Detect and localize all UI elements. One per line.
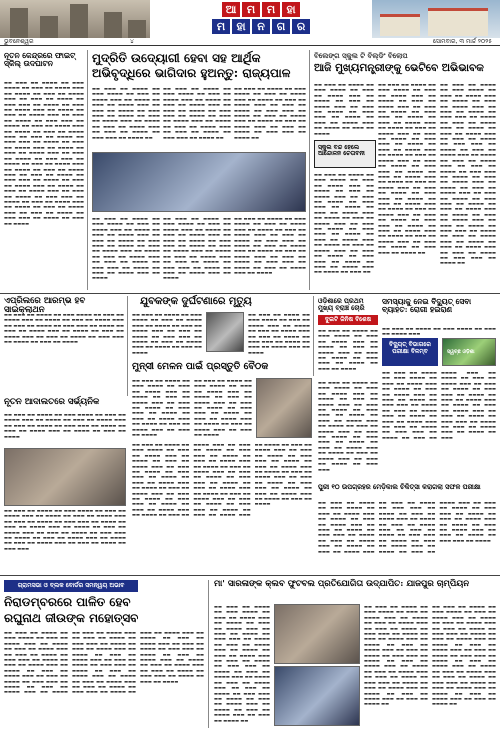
meeting-body-1: ▬▬ ▬▬▬ ▬▬ ▬▬▬▬ ▬▬ ▬▬▬ ▬▬▬▬ ▬▬ ▬▬▬ ▬▬ ▬▬▬▬ ▬▬▬ ▬▬ ▬▬▬▬ ▬▬ ▬▬▬ ▬▬ ▬▬▬▬ ▬▬▬ ▬▬ ▬▬▬ ▬▬ ▬▬▬▬ ▬▬ ▬▬▬ ▬▬▬ ▬▬ ▬▬▬▬ ▬▬ ▬▬▬ ▬▬ ▬▬▬▬ ▬▬▬ ▬▬ ▬▬▬▬ ▬▬ ▬▬▬ ▬▬ ▬▬▬▬ ▬▬▬ ▬▬ ▬▬▬ ▬▬ ▬▬▬▬ bbox=[132, 378, 190, 438]
football-body-3: ▬▬ ▬▬▬ ▬▬ ▬▬▬▬ ▬▬ ▬▬▬ ▬▬▬▬ ▬▬ ▬▬▬ ▬▬ ▬▬▬▬ ▬▬▬ ▬▬ ▬▬▬▬ ▬▬ ▬▬▬ ▬▬ ▬▬▬▬ ▬▬▬ ▬▬ ▬▬▬ ▬▬ ▬▬▬▬ ▬▬ ▬▬▬ ▬▬▬ ▬▬ ▬▬▬▬ ▬▬ ▬▬▬ ▬▬ ▬▬▬▬ ▬▬▬ ▬▬ ▬▬▬▬ ▬▬ ▬▬▬ ▬▬ ▬▬▬▬ ▬▬▬ ▬▬ ▬▬▬ ▬▬ ▬▬▬▬ ▬▬ ▬▬▬ ▬▬▬ ▬▬ ▬▬▬▬ ▬▬ ▬▬▬ ▬▬ ▬▬▬▬ ▬▬▬ ▬▬ ▬▬▬▬ ▬▬ ▬▬▬ ▬▬ ▬▬▬▬ ▬▬▬ ▬▬ ▬▬▬ ▬▬ ▬▬▬▬ ▬▬ ▬▬▬ ▬▬▬ ▬▬ ▬▬▬▬ ▬▬ ▬▬▬ ▬▬ ▬▬▬▬ ▬▬▬ ▬▬ ▬▬▬▬ ▬▬ ▬▬▬ ▬▬ ▬▬▬▬ ▬▬▬ ▬▬ ▬▬▬ ▬▬ ▬▬▬▬ ▬▬ bbox=[432, 604, 496, 707]
temple-banner-image bbox=[0, 0, 150, 38]
football-trophy-photo bbox=[274, 604, 360, 664]
meeting-photo bbox=[256, 378, 312, 438]
dateline: ସୋମବାର, ୩ ମାର୍ଚ୍ଚ ୨୦୨୫ bbox=[432, 38, 492, 45]
right-highlight-box bbox=[314, 140, 376, 168]
meeting-body-2: ▬▬ ▬▬▬ ▬▬ ▬▬▬▬ ▬▬ ▬▬▬ ▬▬▬▬ ▬▬ ▬▬▬ ▬▬ ▬▬▬▬ ▬▬▬ ▬▬ ▬▬▬▬ ▬▬ ▬▬▬ ▬▬ ▬▬▬▬ ▬▬▬ ▬▬ ▬▬▬ ▬▬ ▬▬▬▬ ▬▬ ▬▬▬ ▬▬▬ ▬▬ ▬▬▬▬ ▬▬ ▬▬▬ ▬▬ ▬▬▬▬ ▬▬▬ ▬▬ ▬▬▬▬ ▬▬ ▬▬▬ ▬▬ ▬▬▬▬ ▬▬▬ ▬▬ ▬▬▬ ▬▬ ▬▬▬▬ bbox=[194, 378, 252, 438]
road-accident-headline: ଯୁବକଙ୍କ ଦୁର୍ଘଟଣାରେ ମୃତ୍ୟୁ bbox=[140, 296, 252, 307]
meeting-headline: ମୁନ୍ସୀ ମେଳନ ପାଇଁ ପ୍ରସ୍ତୁତି ବୈଠକ bbox=[132, 361, 269, 372]
new-court-headline: ନୂତନ ଆଦାଲତରେ ସର୍ଭ୍ୟନିକ bbox=[4, 397, 100, 407]
lead-body-col-2: ▬▬ ▬▬▬ ▬▬ ▬▬▬▬ ▬▬ ▬▬▬ ▬▬▬▬ ▬▬ ▬▬▬ ▬▬ ▬▬▬▬ ▬▬▬ ▬▬ ▬▬▬▬ ▬▬ ▬▬▬ ▬▬ ▬▬▬▬ ▬▬▬ ▬▬ ▬▬▬ ▬▬ ▬▬▬▬ ▬▬ ▬▬▬ ▬▬▬ ▬▬ ▬▬▬▬ ▬▬ ▬▬▬ ▬▬ ▬▬▬▬ ▬▬▬ ▬▬ ▬▬▬▬ ▬▬ ▬▬▬ ▬▬ ▬▬▬▬ ▬▬▬ ▬▬ ▬▬▬ ▬▬ ▬▬▬▬ ▬▬ ▬▬▬ ▬▬▬ ▬▬ ▬▬▬▬ ▬▬ bbox=[163, 86, 231, 140]
masthead bbox=[0, 0, 500, 46]
hospital-inset-label: ବିଦ୍ୟୁତ୍ ବିଭାଗରେ ପରୀକ୍ଷା ବିଳମ୍ବ bbox=[382, 338, 438, 366]
stat-headline: ଓଡ଼ିଶାରେ ପ୍ରଥମ ମୁଖ୍ୟ ବ୍ରାଞ୍ଚ ଚୋରି bbox=[318, 297, 365, 312]
football-body-2: ▬▬ ▬▬▬ ▬▬ ▬▬▬▬ ▬▬ ▬▬▬ ▬▬▬▬ ▬▬ ▬▬▬ ▬▬ ▬▬▬▬ ▬▬▬ ▬▬ ▬▬▬▬ ▬▬ ▬▬▬ ▬▬ ▬▬▬▬ ▬▬▬ ▬▬ ▬▬▬ ▬▬ ▬▬▬▬ ▬▬ ▬▬▬ ▬▬▬ ▬▬ ▬▬▬▬ ▬▬ ▬▬▬ ▬▬ ▬▬▬▬ ▬▬▬ ▬▬ ▬▬▬▬ ▬▬ ▬▬▬ ▬▬ ▬▬▬▬ ▬▬▬ ▬▬ ▬▬▬ ▬▬ ▬▬▬▬ ▬▬ ▬▬▬ ▬▬▬ ▬▬ ▬▬▬▬ ▬▬ ▬▬▬ ▬▬ ▬▬▬▬ ▬▬▬ ▬▬ ▬▬▬▬ ▬▬ ▬▬▬ ▬▬ ▬▬▬▬ ▬▬▬ ▬▬ ▬▬▬ ▬▬ ▬▬▬▬ ▬▬ ▬▬▬ ▬▬▬ ▬▬ ▬▬▬▬ ▬▬ ▬▬▬ ▬▬ ▬▬▬▬ ▬▬▬ ▬▬ ▬▬▬▬ ▬▬ ▬▬▬ ▬▬ ▬▬▬▬ ▬▬▬ ▬▬ ▬▬▬ ▬▬ ▬▬▬▬ ▬▬ bbox=[364, 604, 428, 707]
governor-event-photo bbox=[92, 152, 306, 212]
top-left-body-text: ▬▬ ▬▬▬ ▬▬ ▬▬▬▬ ▬▬ ▬▬▬ ▬▬▬▬ ▬▬ ▬▬▬ ▬▬ ▬▬▬▬ ▬▬▬ ▬▬ ▬▬▬▬ ▬▬ ▬▬▬ ▬▬ ▬▬▬▬ ▬▬▬ ▬▬ ▬▬▬ ▬▬ ▬▬▬▬ ▬▬ ▬▬▬ ▬▬▬ ▬▬ ▬▬▬▬ ▬▬ ▬▬▬ ▬▬ ▬▬▬▬ ▬▬▬ ▬▬ ▬▬▬▬ ▬▬ ▬▬▬ ▬▬ ▬▬▬▬ ▬▬▬ ▬▬ ▬▬▬ ▬▬ ▬▬▬▬ ▬▬ ▬▬▬ ▬▬▬ ▬▬ ▬▬▬▬ ▬▬ ▬▬▬ ▬▬ ▬▬▬▬ ▬▬▬ ▬▬ ▬▬▬▬ ▬▬ ▬▬▬ ▬▬ ▬▬▬▬ ▬▬▬ ▬▬ ▬▬▬ ▬▬ ▬▬▬▬ ▬▬ ▬▬▬ ▬▬▬ ▬▬ ▬▬▬▬ ▬▬ ▬▬▬ ▬▬ ▬▬▬▬ ▬▬▬ ▬▬ ▬▬▬▬ ▬▬ ▬▬▬ ▬▬ ▬▬▬▬ ▬▬▬ ▬▬ ▬▬▬ ▬▬ ▬▬▬▬ ▬▬ ▬▬▬ ▬▬▬ ▬▬ ▬▬▬▬ ▬▬ ▬▬▬ ▬▬ ▬▬▬▬ ▬▬▬ ▬▬ ▬▬▬▬ ▬▬ ▬▬▬ ▬▬ ▬▬▬▬ ▬▬▬ ▬▬ ▬▬▬ ▬▬ ▬▬▬▬ ▬▬ ▬▬▬ ▬▬▬ ▬▬ ▬▬▬▬ ▬▬ ▬▬▬ ▬▬ ▬▬▬▬ ▬▬▬ ▬▬ ▬▬▬▬ ▬▬ ▬▬▬ ▬▬ ▬▬▬▬ ▬▬▬ ▬▬ ▬▬▬ ▬▬ ▬▬▬▬ ▬▬ ▬▬▬ ▬▬▬ ▬▬ ▬▬▬▬ ▬▬ ▬▬▬ ▬▬ ▬▬▬▬ ▬▬▬ ▬▬ ▬▬▬▬ ▬▬ ▬▬▬ ▬▬ ▬▬▬▬ ▬▬▬ ▬▬ ▬▬▬ ▬▬ ▬▬▬▬ ▬▬ ▬▬▬ ▬▬▬ ▬▬ ▬▬▬▬ ▬▬ ▬▬▬ ▬▬ ▬▬▬▬ bbox=[4, 80, 84, 226]
medical-headline: ପୁରୀ ୧୦ ଉପଗ୍ରହର ମେଡ଼ିକାଲ ଚିକିତ୍ସା କରାଗଲା ସଫଳ ପରୀକ୍ଷା bbox=[318, 483, 481, 491]
lead-headline-line-1: ମୁଦ୍ରିତି ଉଦ୍ୟୋଗୀ ହେବା ସହ ଆର୍ଥିକ bbox=[92, 51, 261, 65]
right-headline: ଆଜି ମୁଖ୍ୟମନ୍ତ୍ରୀଙ୍କୁ ଭେଟିବେ ଅଭିଭାବକ bbox=[314, 62, 484, 74]
edition-label: ଭୁବନେଶ୍ୱର bbox=[4, 38, 34, 45]
right-body-col-3: ▬▬ ▬▬▬ ▬▬ ▬▬▬▬ ▬▬ ▬▬▬ ▬▬▬▬ ▬▬ ▬▬▬ ▬▬ ▬▬▬▬ ▬▬▬ ▬▬ ▬▬▬▬ ▬▬ ▬▬▬ ▬▬ ▬▬▬▬ ▬▬▬ ▬▬ ▬▬▬ ▬▬ ▬▬▬▬ ▬▬ ▬▬▬ ▬▬▬ ▬▬ ▬▬▬▬ ▬▬ ▬▬▬ ▬▬ ▬▬▬▬ ▬▬▬ ▬▬ ▬▬▬▬ ▬▬ ▬▬▬ ▬▬ ▬▬▬▬ ▬▬▬ ▬▬ ▬▬▬ ▬▬ ▬▬▬▬ ▬▬ ▬▬▬ ▬▬▬ ▬▬ ▬▬▬▬ ▬▬ ▬▬▬ ▬▬ ▬▬▬▬ ▬▬▬ ▬▬ ▬▬▬▬ ▬▬ ▬▬▬ ▬▬ ▬▬▬▬ ▬▬▬ ▬▬ ▬▬▬ ▬▬ ▬▬▬▬ ▬▬ ▬▬▬ ▬▬▬ ▬▬ ▬▬▬▬ ▬▬ ▬▬▬ ▬▬ ▬▬▬▬ ▬▬▬ ▬▬ ▬▬▬▬ ▬▬ ▬▬▬ ▬▬ ▬▬▬▬ ▬▬▬ ▬▬ ▬▬▬ ▬▬ ▬▬▬▬ ▬▬ ▬▬▬ ▬▬▬ ▬▬ ▬▬▬▬ ▬▬ ▬▬▬ ▬▬ ▬▬▬▬ ▬▬▬ ▬▬ ▬▬▬▬ ▬▬ ▬▬▬ ▬▬ ▬▬▬▬ ▬▬▬ ▬▬ ▬▬▬ ▬▬ ▬▬▬▬ ▬▬ ▬▬▬ ▬▬▬ ▬▬ ▬▬▬▬ ▬▬ ▬▬▬ ▬▬ ▬▬▬▬ ▬▬▬ ▬▬ ▬▬▬▬ ▬▬ ▬▬▬ ▬▬ ▬▬▬▬ ▬▬▬ ▬▬ ▬▬▬ ▬▬ ▬▬▬▬ ▬▬ ▬▬▬ ▬▬▬ ▬▬ ▬▬▬▬ ▬▬ bbox=[440, 82, 496, 266]
hospital-headline: ସମସ୍ୟାକୁ ନେଇ ବିଦ୍ୟୁତ୍ ସେବା ବ୍ୟାହତ: ରୋଗୀ ହଇରାଣ bbox=[382, 297, 472, 314]
swachh-odisha-ad bbox=[442, 338, 496, 366]
bottom-kicker-banner: ଗ୍ରାମସଭା ଓ ବ୍ଲକ ବୋର୍ଡର ସମନ୍ୱୟ ଅଭାବ bbox=[4, 580, 138, 592]
football-team-photo bbox=[274, 666, 360, 726]
court-inauguration-photo bbox=[4, 448, 126, 506]
newspaper-logo: ଆ ମ ମ ହା ମ ହା ନ ଗ ର bbox=[152, 2, 370, 36]
cyclathon-body-text: ▬▬ ▬▬▬ ▬▬ ▬▬▬▬ ▬▬ ▬▬▬ ▬▬▬▬ ▬▬ ▬▬▬ ▬▬ ▬▬▬▬ ▬▬▬ ▬▬ ▬▬▬▬ ▬▬ ▬▬▬ ▬▬ ▬▬▬▬ ▬▬▬ ▬▬ ▬▬▬ ▬▬ ▬▬▬▬ ▬▬ ▬▬▬ ▬▬▬ ▬▬ ▬▬▬▬ ▬▬ ▬▬▬ ▬▬ ▬▬▬▬ ▬▬▬ ▬▬ ▬▬▬▬ ▬▬ ▬▬▬ ▬▬ ▬▬▬▬ ▬▬▬ ▬▬ ▬▬▬ ▬▬ ▬▬▬▬ ▬▬ ▬▬▬ ▬▬▬ ▬▬ ▬▬▬▬ ▬▬ ▬▬▬ ▬▬ ▬▬▬▬ bbox=[4, 312, 124, 345]
secretariat-banner-image bbox=[372, 0, 500, 38]
lead-headline-line-2: ଅଭିବୃଦ୍ଧିରେ ଭାଗିଦାର ହୁଅନ୍ତୁ: ରାଜ୍ୟପାଳ bbox=[92, 66, 291, 80]
stat-continued-body: ▬▬ ▬▬▬ ▬▬ ▬▬▬▬ ▬▬ ▬▬▬ ▬▬▬▬ ▬▬ ▬▬▬ ▬▬ ▬▬▬▬ ▬▬▬ ▬▬ ▬▬▬▬ ▬▬ ▬▬▬ ▬▬ ▬▬▬▬ ▬▬▬ ▬▬ ▬▬▬ ▬▬ ▬▬▬▬ ▬▬ ▬▬▬ ▬▬▬ ▬▬ ▬▬▬▬ ▬▬ ▬▬▬ ▬▬ ▬▬▬▬ ▬▬▬ ▬▬ ▬▬▬▬ ▬▬ ▬▬▬ ▬▬ ▬▬▬▬ ▬▬▬ ▬▬ ▬▬▬ ▬▬ ▬▬▬▬ ▬▬ ▬▬▬ ▬▬▬ ▬▬ ▬▬▬▬ ▬▬ ▬▬▬ ▬▬ ▬▬▬▬ ▬▬▬ ▬▬ ▬▬▬▬ ▬▬ ▬▬▬ ▬▬ ▬▬▬▬ ▬▬▬ ▬▬ ▬▬▬ ▬▬ ▬▬▬▬ ▬▬ ▬▬▬ ▬▬▬ bbox=[318, 380, 378, 472]
road-accident-body-1: ▬▬ ▬▬▬ ▬▬ ▬▬▬▬ ▬▬ ▬▬▬ ▬▬▬▬ ▬▬ ▬▬▬ ▬▬ ▬▬▬▬ ▬▬▬ ▬▬ ▬▬▬▬ ▬▬ ▬▬▬ ▬▬ ▬▬▬▬ ▬▬▬ ▬▬ ▬▬▬ ▬▬ ▬▬▬▬ ▬▬ ▬▬▬ ▬▬▬ ▬▬ ▬▬▬▬ ▬▬ ▬▬▬ ▬▬ ▬▬▬▬ ▬▬▬ ▬▬ ▬▬▬▬ ▬▬ ▬▬▬ ▬▬ ▬▬▬▬ bbox=[132, 312, 202, 355]
right-kicker: ବିଲେଙ୍ଗ ସ୍କୁଲ ଟି ବିଲ୍ଡିଂ ବିଲୋପ bbox=[314, 51, 408, 60]
cyclathon-headline: ଏପ୍ରିଲରେ ଆରମ୍ଭ ହବ ସାଇକ୍ଲାଥନ bbox=[4, 296, 86, 315]
top-left-headline: ନୂତନ କେନ୍ଦ୍ରରେ ଫାଇଟ୍ ସ୍କିଲ୍ ଉଦଘାଟନ bbox=[4, 51, 76, 68]
meeting-continued-body: ▬▬ ▬▬▬ ▬▬ ▬▬▬▬ ▬▬ ▬▬▬ ▬▬▬▬ ▬▬ ▬▬▬ ▬▬ ▬▬▬▬ ▬▬▬ ▬▬ ▬▬▬▬ ▬▬ ▬▬▬ ▬▬ ▬▬▬▬ ▬▬▬ ▬▬ ▬▬▬ ▬▬ ▬▬▬▬ ▬▬ ▬▬▬ ▬▬▬ ▬▬ ▬▬▬▬ ▬▬ ▬▬▬ ▬▬ ▬▬▬▬ ▬▬▬ ▬▬ ▬▬▬▬ ▬▬ ▬▬▬ ▬▬ ▬▬▬▬ ▬▬▬ ▬▬ ▬▬▬ ▬▬ ▬▬▬▬ ▬▬ ▬▬▬ ▬▬▬ ▬▬ ▬▬▬▬ ▬▬ ▬▬▬ ▬▬ ▬▬▬▬ ▬▬▬ ▬▬ ▬▬▬▬ ▬▬ ▬▬▬ ▬▬ ▬▬▬▬ ▬▬▬ ▬▬ ▬▬▬ ▬▬ ▬▬▬▬ ▬▬ ▬▬▬ ▬▬▬ ▬▬ ▬▬▬▬ ▬▬ ▬▬▬ ▬▬ ▬▬▬▬ ▬▬▬ ▬▬ ▬▬▬▬ ▬▬ ▬▬▬ ▬▬ ▬▬▬▬ ▬▬▬ ▬▬ ▬▬▬ ▬▬ ▬▬▬▬ ▬▬ ▬▬▬ ▬▬▬ ▬▬ ▬▬▬▬ ▬▬ ▬▬▬ ▬▬ ▬▬▬▬ ▬▬▬ ▬▬ ▬▬▬▬ ▬▬ ▬▬▬ ▬▬ ▬▬▬▬ ▬▬▬ ▬▬ ▬▬▬ ▬▬ ▬▬▬▬ ▬▬ ▬▬▬ ▬▬▬ ▬▬ ▬▬▬▬ ▬▬ ▬▬▬ ▬▬ ▬▬▬▬ ▬▬▬ ▬▬ ▬▬▬▬ ▬▬ ▬▬▬ ▬▬ ▬▬▬▬ ▬▬▬ ▬▬ ▬▬▬ ▬▬ ▬▬▬▬ ▬▬ ▬▬▬ ▬▬▬ ▬▬ ▬▬▬▬ ▬▬ ▬▬▬ ▬▬ ▬▬▬▬ ▬▬▬ ▬▬ ▬▬▬▬ ▬▬ ▬▬▬ ▬▬ ▬▬▬▬ ▬▬▬ ▬▬ ▬▬▬ ▬▬ ▬▬▬▬ ▬▬ ▬▬▬ ▬▬▬ ▬▬ ▬▬▬▬ ▬▬ ▬▬▬ ▬▬ ▬▬▬▬ ▬▬▬ ▬▬ ▬▬▬▬ ▬▬ ▬▬▬ ▬▬ ▬▬▬▬ bbox=[132, 442, 312, 518]
right-body-col-2: ▬▬ ▬▬▬ ▬▬ ▬▬▬▬ ▬▬ ▬▬▬ ▬▬▬▬ ▬▬ ▬▬▬ ▬▬ ▬▬▬▬ ▬▬▬ ▬▬ ▬▬▬▬ ▬▬ ▬▬▬ ▬▬ ▬▬▬▬ ▬▬▬ ▬▬ ▬▬▬ ▬▬ ▬▬▬▬ ▬▬ ▬▬▬ ▬▬▬ ▬▬ ▬▬▬▬ ▬▬ ▬▬▬ ▬▬ ▬▬▬▬ ▬▬▬ ▬▬ ▬▬▬▬ ▬▬ ▬▬▬ ▬▬ ▬▬▬▬ ▬▬▬ ▬▬ ▬▬▬ ▬▬ ▬▬▬▬ ▬▬ ▬▬▬ ▬▬▬ ▬▬ ▬▬▬▬ ▬▬ ▬▬▬ ▬▬ ▬▬▬▬ ▬▬▬ ▬▬ ▬▬▬▬ ▬▬ ▬▬▬ ▬▬ ▬▬▬▬ ▬▬▬ ▬▬ ▬▬▬ ▬▬ ▬▬▬▬ ▬▬ ▬▬▬ ▬▬▬ ▬▬ ▬▬▬▬ ▬▬ ▬▬▬ ▬▬ ▬▬▬▬ ▬▬▬ ▬▬ ▬▬▬▬ ▬▬ ▬▬▬ ▬▬ ▬▬▬▬ ▬▬▬ ▬▬ ▬▬▬ ▬▬ ▬▬▬▬ ▬▬ ▬▬▬ ▬▬▬ ▬▬ ▬▬▬▬ ▬▬ ▬▬▬ ▬▬ ▬▬▬▬ ▬▬▬ ▬▬ ▬▬▬▬ ▬▬ ▬▬▬ ▬▬ ▬▬▬▬ ▬▬▬ ▬▬ ▬▬▬ ▬▬ ▬▬▬▬ ▬▬ ▬▬▬ ▬▬▬ ▬▬ ▬▬▬▬ ▬▬ ▬▬▬ ▬▬ ▬▬▬▬ ▬▬▬ ▬▬ ▬▬▬▬ ▬▬ ▬▬▬ ▬▬ ▬▬▬▬ ▬▬▬ ▬▬ ▬▬▬ ▬▬ ▬▬▬▬ ▬▬ ▬▬▬ ▬▬▬ ▬▬ ▬▬▬▬ ▬▬ bbox=[378, 82, 436, 255]
page-number: ୪ bbox=[130, 38, 134, 45]
stat-subhead-banner: ଦୁଇଟି ଜିନିଷ ବିଶେଷ bbox=[318, 315, 378, 325]
lead-body-col-5: ▬▬ ▬▬▬ ▬▬ ▬▬▬▬ ▬▬ ▬▬▬ ▬▬▬▬ ▬▬ ▬▬▬ ▬▬ ▬▬▬▬ ▬▬▬ ▬▬ ▬▬▬▬ ▬▬ ▬▬▬ ▬▬ ▬▬▬▬ ▬▬▬ ▬▬ ▬▬▬ ▬▬ ▬▬▬▬ ▬▬ ▬▬▬ ▬▬▬ ▬▬ ▬▬▬▬ ▬▬ ▬▬▬ ▬▬ ▬▬▬▬ ▬▬▬ ▬▬ ▬▬▬▬ ▬▬ ▬▬▬ ▬▬ ▬▬▬▬ ▬▬▬ ▬▬ ▬▬▬ ▬▬ ▬▬▬▬ ▬▬ ▬▬▬ ▬▬▬ ▬▬ ▬▬▬▬ ▬▬ ▬▬▬ ▬▬ ▬▬▬▬ ▬▬▬ ▬▬ ▬▬▬▬ bbox=[163, 216, 231, 281]
ad-text: ସ୍ୱଚ୍ଛ ଓଡ଼ିଶା bbox=[447, 349, 475, 355]
stat-body-text: ▬▬ ▬▬▬ ▬▬ ▬▬▬▬ ▬▬ ▬▬▬ ▬▬▬▬ ▬▬ ▬▬▬ ▬▬ ▬▬▬▬ ▬▬▬ ▬▬ ▬▬▬▬ ▬▬ ▬▬▬ ▬▬ ▬▬▬▬ ▬▬▬ ▬▬ ▬▬▬ ▬▬ ▬▬▬▬ ▬▬ ▬▬▬ ▬▬▬ ▬▬ ▬▬▬▬ ▬▬ ▬▬▬ ▬▬ ▬▬▬▬ bbox=[318, 328, 378, 371]
football-body-1: ▬▬ ▬▬▬ ▬▬ ▬▬▬▬ ▬▬ ▬▬▬ ▬▬▬▬ ▬▬ ▬▬▬ ▬▬ ▬▬▬▬ ▬▬▬ ▬▬ ▬▬▬▬ ▬▬ ▬▬▬ ▬▬ ▬▬▬▬ ▬▬▬ ▬▬ ▬▬▬ ▬▬ ▬▬▬▬ ▬▬ ▬▬▬ ▬▬▬ ▬▬ ▬▬▬▬ ▬▬ ▬▬▬ ▬▬ ▬▬▬▬ ▬▬▬ ▬▬ ▬▬▬▬ ▬▬ ▬▬▬ ▬▬ ▬▬▬▬ ▬▬▬ ▬▬ ▬▬▬ ▬▬ ▬▬▬▬ ▬▬ ▬▬▬ ▬▬▬ ▬▬ ▬▬▬▬ ▬▬ ▬▬▬ ▬▬ ▬▬▬▬ ▬▬▬ ▬▬ ▬▬▬▬ ▬▬ ▬▬▬ ▬▬ ▬▬▬▬ ▬▬▬ ▬▬ ▬▬▬ ▬▬ ▬▬▬▬ ▬▬ ▬▬▬ ▬▬▬ ▬▬ ▬▬▬▬ ▬▬ ▬▬▬ ▬▬ ▬▬▬▬ ▬▬▬ ▬▬ ▬▬▬▬ ▬▬ ▬▬▬ ▬▬ ▬▬▬▬ ▬▬▬ ▬▬ ▬▬▬ ▬▬ ▬▬▬▬ ▬▬ bbox=[214, 604, 270, 723]
football-headline: ମା' ସାରଳାଙ୍କ କ୍ଲବ ଫୁଟବଲ ପ୍ରତିଯୋଗିତା ଉଦ୍ଯାପିତ: ଯାଜପୁର ଚାମ୍ପିୟନ bbox=[214, 579, 470, 589]
lead-body-col-4: ▬▬ ▬▬▬ ▬▬ ▬▬▬▬ ▬▬ ▬▬▬ ▬▬▬▬ ▬▬ ▬▬▬ ▬▬ ▬▬▬▬ ▬▬▬ ▬▬ ▬▬▬▬ ▬▬ ▬▬▬ ▬▬ ▬▬▬▬ ▬▬▬ ▬▬ ▬▬▬ ▬▬ ▬▬▬▬ ▬▬ ▬▬▬ ▬▬▬ ▬▬ ▬▬▬▬ ▬▬ ▬▬▬ ▬▬ ▬▬▬▬ ▬▬▬ ▬▬ ▬▬▬▬ ▬▬ ▬▬▬ ▬▬ ▬▬▬▬ ▬▬▬ ▬▬ ▬▬▬ ▬▬ ▬▬▬▬ ▬▬ ▬▬▬ ▬▬▬ ▬▬ ▬▬▬▬ ▬▬ ▬▬▬ ▬▬ ▬▬▬▬ ▬▬▬ ▬▬ ▬▬▬▬ bbox=[92, 216, 160, 281]
new-court-body-2: ▬▬ ▬▬▬ ▬▬ ▬▬▬▬ ▬▬ ▬▬▬ ▬▬▬▬ ▬▬ ▬▬▬ ▬▬ ▬▬▬▬ ▬▬▬ ▬▬ ▬▬▬▬ ▬▬ ▬▬▬ ▬▬ ▬▬▬▬ ▬▬▬ ▬▬ ▬▬▬ ▬▬ ▬▬▬▬ ▬▬ ▬▬▬ ▬▬▬ ▬▬ ▬▬▬▬ ▬▬ ▬▬▬ ▬▬ ▬▬▬▬ ▬▬▬ ▬▬ ▬▬▬▬ ▬▬ ▬▬▬ ▬▬ ▬▬▬▬ ▬▬▬ ▬▬ ▬▬▬ ▬▬ ▬▬▬▬ ▬▬ ▬▬▬ ▬▬▬ ▬▬ ▬▬▬▬ ▬▬ ▬▬▬ ▬▬ ▬▬▬▬ ▬▬▬ ▬▬ ▬▬▬▬ ▬▬ ▬▬▬ ▬▬ ▬▬▬▬ ▬▬▬ ▬▬ ▬▬▬ ▬▬ ▬▬▬▬ ▬▬ ▬▬▬ ▬▬▬ bbox=[4, 508, 126, 551]
lead-body-col-1: ▬▬ ▬▬▬ ▬▬ ▬▬▬▬ ▬▬ ▬▬▬ ▬▬▬▬ ▬▬ ▬▬▬ ▬▬ ▬▬▬▬ ▬▬▬ ▬▬ ▬▬▬▬ ▬▬ ▬▬▬ ▬▬ ▬▬▬▬ ▬▬▬ ▬▬ ▬▬▬ ▬▬ ▬▬▬▬ ▬▬ ▬▬▬ ▬▬▬ ▬▬ ▬▬▬▬ ▬▬ ▬▬▬ ▬▬ ▬▬▬▬ ▬▬▬ ▬▬ ▬▬▬▬ ▬▬ ▬▬▬ ▬▬ ▬▬▬▬ ▬▬▬ ▬▬ ▬▬▬ ▬▬ ▬▬▬▬ ▬▬ ▬▬▬ ▬▬▬ ▬▬ ▬▬▬▬ ▬▬ bbox=[92, 86, 160, 140]
right-highlight-text: ସ୍କୁଲ ବନ୍ଦ ହେଲେ ଆନ୍ଦୋଳନ ଚେତାବନୀ bbox=[318, 144, 365, 158]
lead-body-col-6: ▬▬ ▬▬▬ ▬▬ ▬▬▬▬ ▬▬ ▬▬▬ ▬▬▬▬ ▬▬ ▬▬▬ ▬▬ ▬▬▬▬ ▬▬▬ ▬▬ ▬▬▬▬ ▬▬ ▬▬▬ ▬▬ ▬▬▬▬ ▬▬▬ ▬▬ ▬▬▬ ▬▬ ▬▬▬▬ ▬▬ ▬▬▬ ▬▬▬ ▬▬ ▬▬▬▬ ▬▬ ▬▬▬ ▬▬ ▬▬▬▬ ▬▬▬ ▬▬ ▬▬▬▬ ▬▬ ▬▬▬ ▬▬ ▬▬▬▬ ▬▬▬ ▬▬ ▬▬▬ ▬▬ ▬▬▬▬ ▬▬ ▬▬▬ ▬▬▬ ▬▬ ▬▬▬▬ ▬▬ ▬▬▬ ▬▬ ▬▬▬▬ ▬▬▬ ▬▬ ▬▬▬▬ bbox=[234, 216, 306, 276]
festival-body: ▬▬ ▬▬▬ ▬▬ ▬▬▬▬ ▬▬ ▬▬▬ ▬▬▬▬ ▬▬ ▬▬▬ ▬▬ ▬▬▬▬ ▬▬▬ ▬▬ ▬▬▬▬ ▬▬ ▬▬▬ ▬▬ ▬▬▬▬ ▬▬▬ ▬▬ ▬▬▬ ▬▬ ▬▬▬▬ ▬▬ ▬▬▬ ▬▬▬ ▬▬ ▬▬▬▬ ▬▬ ▬▬▬ ▬▬ ▬▬▬▬ ▬▬▬ ▬▬ ▬▬▬▬ ▬▬ ▬▬▬ ▬▬ ▬▬▬▬ ▬▬▬ ▬▬ ▬▬▬ ▬▬ ▬▬▬▬ ▬▬ ▬▬▬ ▬▬▬ ▬▬ ▬▬▬▬ ▬▬ ▬▬▬ ▬▬ ▬▬▬▬ ▬▬▬ ▬▬ ▬▬▬▬ ▬▬ ▬▬▬ ▬▬ ▬▬▬▬ ▬▬▬ ▬▬ ▬▬▬ ▬▬ ▬▬▬▬ ▬▬ ▬▬▬ ▬▬▬ ▬▬ ▬▬▬▬ ▬▬ ▬▬▬ ▬▬ ▬▬▬▬ ▬▬▬ ▬▬ ▬▬▬▬ ▬▬ ▬▬▬ ▬▬ ▬▬▬▬ ▬▬▬ ▬▬ ▬▬▬ ▬▬ ▬▬▬▬ ▬▬ ▬▬▬ ▬▬▬ ▬▬ ▬▬▬▬ ▬▬ ▬▬▬ ▬▬ ▬▬▬▬ ▬▬▬ ▬▬ ▬▬▬▬ ▬▬ ▬▬▬ ▬▬ ▬▬▬▬ ▬▬▬ ▬▬ ▬▬▬ ▬▬ ▬▬▬▬ ▬▬ ▬▬▬ ▬▬▬ ▬▬ ▬▬▬▬ ▬▬ ▬▬▬ ▬▬ ▬▬▬▬ ▬▬▬ ▬▬ ▬▬▬▬ ▬▬ ▬▬▬ ▬▬ ▬▬▬▬ ▬▬▬ ▬▬ ▬▬▬ ▬▬ ▬▬▬▬ ▬▬ ▬▬▬ ▬▬▬ ▬▬ ▬▬▬▬ ▬▬ ▬▬▬ ▬▬ ▬▬▬▬ ▬▬▬ ▬▬ ▬▬▬▬ ▬▬ ▬▬▬ ▬▬ ▬▬▬▬ ▬▬▬ ▬▬ ▬▬▬ ▬▬ ▬▬▬▬ ▬▬ ▬▬▬ ▬▬▬ ▬▬ ▬▬▬▬ ▬▬ ▬▬▬ ▬▬ ▬▬▬▬ bbox=[4, 630, 204, 695]
new-court-body: ▬▬ ▬▬▬ ▬▬ ▬▬▬▬ ▬▬ ▬▬▬ ▬▬▬▬ ▬▬ ▬▬▬ ▬▬ ▬▬▬▬ ▬▬▬ ▬▬ ▬▬▬▬ ▬▬ ▬▬▬ ▬▬ ▬▬▬▬ ▬▬▬ ▬▬ ▬▬▬ ▬▬ ▬▬▬▬ ▬▬ ▬▬▬ ▬▬▬ ▬▬ ▬▬▬▬ ▬▬ ▬▬▬ ▬▬ ▬▬▬▬ ▬▬▬ ▬▬ ▬▬▬▬ ▬▬ ▬▬▬ ▬▬ ▬▬▬▬ bbox=[4, 412, 126, 439]
road-accident-body-2: ▬▬ ▬▬▬ ▬▬ ▬▬▬▬ ▬▬ ▬▬▬ ▬▬▬▬ ▬▬ ▬▬▬ ▬▬ ▬▬▬▬ ▬▬▬ ▬▬ ▬▬▬▬ ▬▬ ▬▬▬ ▬▬ ▬▬▬▬ ▬▬▬ ▬▬ ▬▬▬ ▬▬ ▬▬▬▬ ▬▬ ▬▬▬ ▬▬▬ ▬▬ ▬▬▬▬ ▬▬ ▬▬▬ ▬▬ ▬▬▬▬ ▬▬▬ ▬▬ ▬▬▬▬ bbox=[248, 312, 310, 355]
lead-body-col-3: ▬▬ ▬▬▬ ▬▬ ▬▬▬▬ ▬▬ ▬▬▬ ▬▬▬▬ ▬▬ ▬▬▬ ▬▬ ▬▬▬▬ ▬▬▬ ▬▬ ▬▬▬▬ ▬▬ ▬▬▬ ▬▬ ▬▬▬▬ ▬▬▬ ▬▬ ▬▬▬ ▬▬ ▬▬▬▬ ▬▬ ▬▬▬ ▬▬▬ ▬▬ ▬▬▬▬ ▬▬ ▬▬▬ ▬▬ ▬▬▬▬ ▬▬▬ ▬▬ ▬▬▬▬ ▬▬ ▬▬▬ ▬▬ ▬▬▬▬ ▬▬▬ ▬▬ ▬▬▬ ▬▬ ▬▬▬▬ ▬▬ ▬▬▬ ▬▬▬ ▬▬ ▬▬▬▬ ▬▬ bbox=[234, 86, 306, 140]
right-body-col-1b: ▬▬ ▬▬▬ ▬▬ ▬▬▬▬ ▬▬ ▬▬▬ ▬▬▬▬ ▬▬ ▬▬▬ ▬▬ ▬▬▬▬ ▬▬▬ ▬▬ ▬▬▬▬ ▬▬ ▬▬▬ ▬▬ ▬▬▬▬ ▬▬▬ ▬▬ ▬▬▬ ▬▬ ▬▬▬▬ ▬▬ ▬▬▬ ▬▬▬ ▬▬ ▬▬▬▬ ▬▬ ▬▬▬ ▬▬ ▬▬▬▬ ▬▬▬ ▬▬ ▬▬▬▬ ▬▬ ▬▬▬ ▬▬ ▬▬▬▬ ▬▬▬ ▬▬ ▬▬▬ ▬▬ ▬▬▬▬ ▬▬ ▬▬▬ ▬▬▬ ▬▬ ▬▬▬▬ ▬▬ ▬▬▬ ▬▬ ▬▬▬▬ ▬▬▬ ▬▬ ▬▬▬▬ ▬▬ ▬▬▬ ▬▬ ▬▬▬▬ ▬▬▬ ▬▬ ▬▬▬ ▬▬ ▬▬▬▬ ▬▬ ▬▬▬ ▬▬▬ ▬▬ ▬▬▬▬ ▬▬ ▬▬▬ ▬▬ ▬▬▬▬ ▬▬▬ ▬▬ ▬▬▬▬ ▬▬ ▬▬▬ ▬▬ bbox=[314, 172, 374, 275]
bottom-headline-line-1: ନିରାଡମ୍ବରରେ ପାଳିତ ହେବ bbox=[4, 595, 131, 609]
right-body-col-1a: ▬▬ ▬▬▬ ▬▬ ▬▬▬▬ ▬▬ ▬▬▬ ▬▬▬▬ ▬▬ ▬▬▬ ▬▬ ▬▬▬▬ ▬▬▬ ▬▬ ▬▬▬▬ ▬▬ ▬▬▬ ▬▬ ▬▬▬▬ ▬▬▬ ▬▬ ▬▬▬ ▬▬ ▬▬▬▬ ▬▬ ▬▬▬ ▬▬▬ ▬▬ ▬▬▬▬ ▬▬ ▬▬▬ ▬▬ ▬▬▬▬ ▬▬▬ ▬▬ ▬▬▬▬ ▬▬ ▬▬▬ ▬▬ ▬▬▬▬ bbox=[314, 82, 374, 136]
hospital-intro-text: ▬▬ ▬▬▬ ▬▬ ▬▬▬▬ ▬▬ ▬▬▬ ▬▬▬▬ ▬▬ ▬▬▬ ▬▬ ▬▬▬▬ ▬▬▬ bbox=[382, 326, 496, 336]
bottom-headline-line-2: ରଘୁନାଥ ଜୀଉଙ୍କ ମହୋତ୍ସବ bbox=[4, 611, 139, 625]
hospital-body: ▬▬ ▬▬▬ ▬▬ ▬▬▬▬ ▬▬ ▬▬▬ ▬▬▬▬ ▬▬ ▬▬▬ ▬▬ ▬▬▬▬ ▬▬▬ ▬▬ ▬▬▬▬ ▬▬ ▬▬▬ ▬▬ ▬▬▬▬ ▬▬▬ ▬▬ ▬▬▬ ▬▬ ▬▬▬▬ ▬▬ ▬▬▬ ▬▬▬ ▬▬ ▬▬▬▬ ▬▬ ▬▬▬ ▬▬ ▬▬▬▬ ▬▬▬ ▬▬ ▬▬▬▬ ▬▬ ▬▬▬ ▬▬ ▬▬▬▬ ▬▬▬ ▬▬ ▬▬▬ ▬▬ ▬▬▬▬ ▬▬ ▬▬▬ ▬▬▬ ▬▬ ▬▬▬▬ ▬▬ ▬▬▬ ▬▬ ▬▬▬▬ ▬▬▬ ▬▬ ▬▬▬▬ ▬▬ ▬▬▬ ▬▬ ▬▬▬▬ ▬▬▬ ▬▬ ▬▬▬ ▬▬ ▬▬▬▬ ▬▬ ▬▬▬ ▬▬▬ ▬▬ ▬▬▬▬ ▬▬ ▬▬▬ ▬▬ ▬▬▬▬ ▬▬▬ ▬▬ ▬▬▬▬ ▬▬ ▬▬▬ ▬▬ ▬▬▬▬ ▬▬▬ ▬▬ ▬▬▬ ▬▬ ▬▬▬▬ ▬▬ ▬▬▬ ▬▬▬ ▬▬ ▬▬▬▬ ▬▬ ▬▬▬ ▬▬ ▬▬▬▬ ▬▬▬ ▬▬ ▬▬▬▬ ▬▬ ▬▬▬ bbox=[382, 370, 496, 440]
victim-portrait-photo bbox=[206, 312, 244, 352]
medical-body: ▬▬ ▬▬▬ ▬▬ ▬▬▬▬ ▬▬ ▬▬▬ ▬▬▬▬ ▬▬ ▬▬▬ ▬▬ ▬▬▬▬ ▬▬▬ ▬▬ ▬▬▬▬ ▬▬ ▬▬▬ ▬▬ ▬▬▬▬ ▬▬▬ ▬▬ ▬▬▬ ▬▬ ▬▬▬▬ ▬▬ ▬▬▬ ▬▬▬ ▬▬ ▬▬▬▬ ▬▬ ▬▬▬ ▬▬ ▬▬▬▬ ▬▬▬ ▬▬ ▬▬▬▬ ▬▬ ▬▬▬ ▬▬ ▬▬▬▬ ▬▬▬ ▬▬ ▬▬▬ ▬▬ ▬▬▬▬ ▬▬ ▬▬▬ ▬▬▬ ▬▬ ▬▬▬▬ ▬▬ ▬▬▬ ▬▬ ▬▬▬▬ ▬▬▬ ▬▬ ▬▬▬▬ ▬▬ ▬▬▬ ▬▬ ▬▬▬▬ ▬▬▬ ▬▬ ▬▬▬ ▬▬ ▬▬▬▬ ▬▬ ▬▬▬ ▬▬▬ ▬▬ ▬▬▬▬ ▬▬ ▬▬▬ ▬▬ ▬▬▬▬ ▬▬▬ ▬▬ ▬▬▬▬ ▬▬ ▬▬▬ ▬▬ ▬▬▬▬ ▬▬▬ ▬▬ ▬▬▬ ▬▬ ▬▬▬▬ ▬▬ ▬▬▬ ▬▬▬ ▬▬ ▬▬▬▬ ▬▬ ▬▬▬ ▬▬ ▬▬▬▬ ▬▬▬ ▬▬ ▬▬▬▬ ▬▬ ▬▬▬ ▬▬ ▬▬▬▬ ▬▬▬ ▬▬ ▬▬▬ ▬▬ ▬▬▬▬ ▬▬ ▬▬▬ ▬▬▬ ▬▬ ▬▬▬▬ bbox=[318, 500, 496, 554]
